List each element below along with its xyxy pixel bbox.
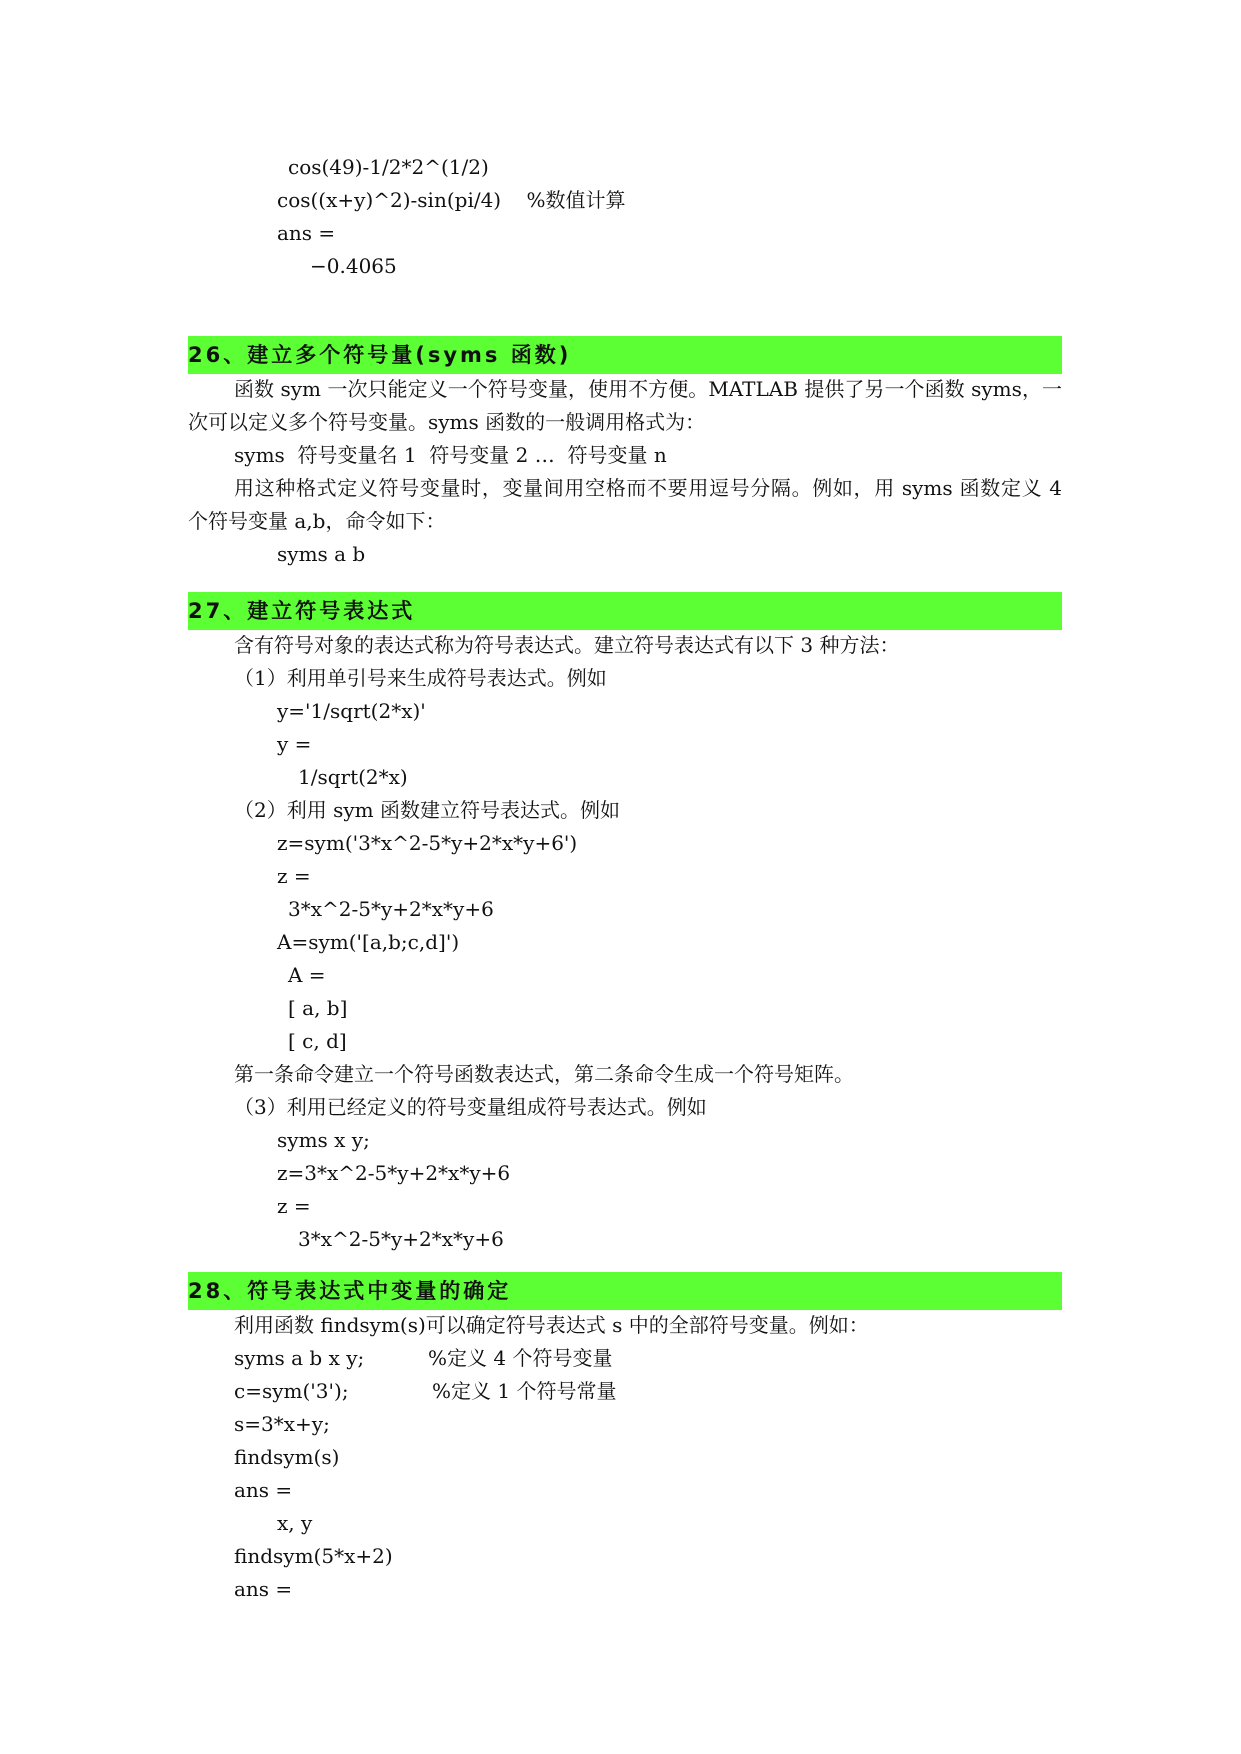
code-line: y='1/sqrt(2*x)' [277, 699, 426, 723]
code-line: cos(49)-1/2*2^(1/2) [288, 155, 489, 179]
format-line: syms 符号变量名 1 符号变量 2 … 符号变量 n [234, 443, 667, 467]
code-line: c=sym('3'); [234, 1379, 349, 1403]
code-line: z = [277, 1194, 311, 1218]
code-line: y = [277, 732, 312, 756]
code-line: 3*x^2-5*y+2*x*y+6 [298, 1227, 504, 1251]
section-heading-text: 28、符号表达式中变量的确定 [188, 1279, 512, 1303]
code-line: z=3*x^2-5*y+2*x*y+6 [277, 1161, 511, 1185]
code-line: −0.4065 [310, 254, 397, 278]
method-line: （1）利用单引号来生成符号表达式。例如 [234, 666, 607, 690]
code-line: [ c, d] [288, 1029, 347, 1053]
code-line: syms x y; [277, 1128, 370, 1152]
code-line: findsym(5*x+2) [234, 1544, 393, 1568]
code-line: 1/sqrt(2*x) [298, 765, 408, 789]
paragraph: 第一条命令建立一个符号函数表达式，第二条命令生成一个符号矩阵。 [234, 1062, 854, 1086]
section-heading-28 [188, 1272, 1062, 1310]
code-comment: %定义 1 个符号常量 [432, 1379, 617, 1403]
code-line: ans = [277, 221, 336, 245]
method-line: （3）利用已经定义的符号变量组成符号表达式。例如 [234, 1095, 707, 1119]
code-line: ans = [234, 1577, 293, 1601]
code-line: z = [277, 864, 311, 888]
section-heading-26 [188, 336, 1062, 374]
code-line: findsym(s) [234, 1445, 340, 1469]
paragraph: 含有符号对象的表达式称为符号表达式。建立符号表达式有以下 3 种方法： [234, 633, 900, 657]
code-line: syms a b [277, 542, 366, 566]
paragraph: 函数 sym 一次只能定义一个符号变量，使用不方便。MATLAB 提供了另一个函数 syms，一次可以定义多个符号变量。syms 函数的一般调用格式为： [188, 377, 1062, 434]
code-line: z=sym('3*x^2-5*y+2*x*y+6') [277, 831, 578, 855]
code-line: 3*x^2-5*y+2*x*y+6 [288, 897, 494, 921]
paragraph: 利用函数 findsym(s)可以确定符号表达式 s 中的全部符号变量。例如： [234, 1313, 869, 1337]
code-line: s=3*x+y; [234, 1412, 330, 1436]
code-line: A=sym('[a,b;c,d]') [277, 930, 460, 954]
code-line: syms a b x y; [234, 1346, 365, 1370]
code-line: ans = [234, 1478, 293, 1502]
section-heading-27 [188, 592, 1062, 630]
code-line: cos((x+y)^2)-sin(pi/4) %数值计算 [277, 188, 626, 212]
code-line: [ a, b] [288, 996, 348, 1020]
section-heading-text: 27、建立符号表达式 [188, 599, 416, 623]
code-comment: %定义 4 个符号变量 [428, 1346, 613, 1370]
paragraph: 用这种格式定义符号变量时，变量间用空格而不要用逗号分隔。例如，用 syms 函数定义 4 个符号变量 a,b，命令如下： [188, 476, 1062, 533]
code-line: x, y [277, 1511, 313, 1535]
section-heading-text: 26、建立多个符号量(syms 函数) [188, 343, 572, 367]
code-line: A = [288, 963, 326, 987]
method-line: （2）利用 sym 函数建立符号表达式。例如 [234, 798, 620, 822]
